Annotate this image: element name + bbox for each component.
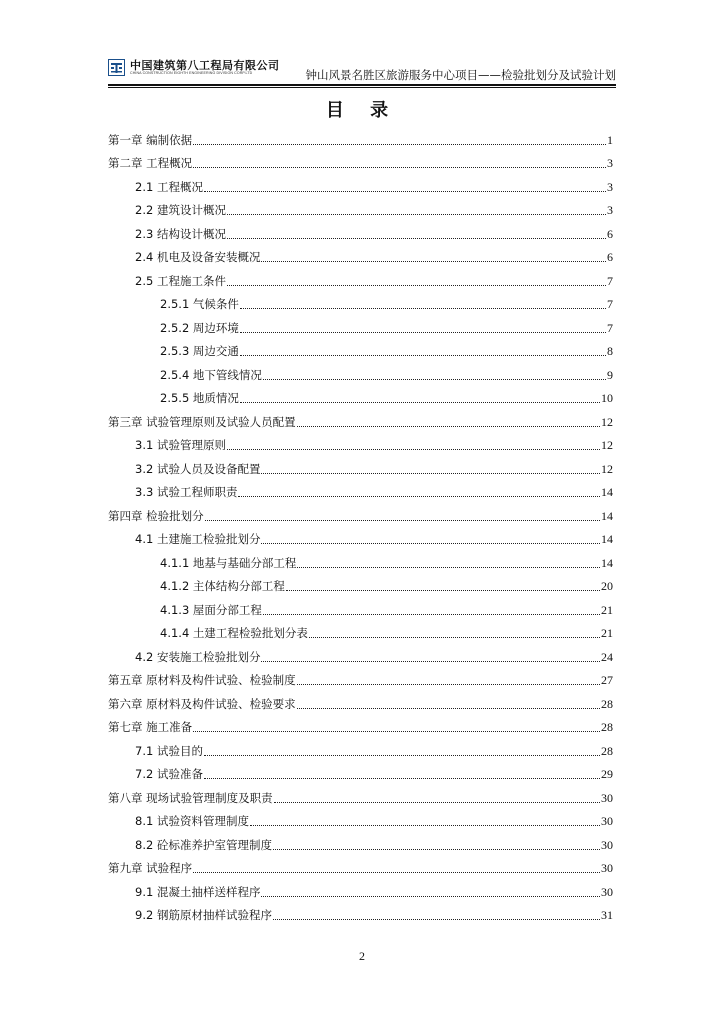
toc-entry-label: 2.2 建筑设计概况	[135, 203, 226, 217]
toc-list	[108, 126, 613, 925]
toc-entry-page: 24	[601, 649, 613, 664]
toc-dot-leader	[297, 683, 600, 685]
toc-entry-page: 28	[601, 696, 613, 711]
toc-entry[interactable]	[108, 761, 613, 785]
toc-dot-leader	[240, 307, 606, 309]
toc-entry[interactable]	[108, 502, 613, 526]
toc-entry-label: 2.3 结构设计概况	[135, 226, 226, 241]
toc-entry[interactable]	[108, 244, 613, 268]
toc-entry[interactable]	[108, 432, 613, 456]
toc-dot-leader	[240, 401, 600, 403]
toc-dot-leader	[261, 260, 606, 262]
toc-dot-leader	[274, 801, 600, 803]
toc-entry-page: 30	[601, 814, 613, 828]
toc-entry-label: 第八章 现场试验管理制度及职责	[108, 790, 273, 805]
toc-dot-leader	[193, 166, 606, 168]
toc-entry-page: 8	[607, 344, 613, 358]
toc-entry[interactable]	[108, 808, 613, 832]
toc-title: 目 录	[325, 100, 399, 121]
toc-entry-label: 3.1 试验管理原则	[135, 438, 226, 452]
toc-entry[interactable]	[108, 573, 613, 597]
toc-entry-page: 28	[601, 743, 613, 758]
toc-entry-page: 12	[601, 461, 613, 476]
toc-dot-leader	[273, 918, 600, 920]
toc-entry-label: 4.1.3 屋面分部工程	[160, 602, 262, 617]
toc-entry-label: 2.5.1 气候条件	[160, 297, 239, 311]
toc-entry-label: 4.1 土建施工检验批划分	[135, 532, 261, 546]
toc-entry-label: 4.1.2 主体结构分部工程	[160, 579, 285, 593]
toc-entry[interactable]	[108, 314, 613, 338]
toc-entry[interactable]	[108, 596, 613, 620]
toc-dot-leader	[193, 730, 600, 732]
toc-entry[interactable]	[108, 643, 613, 667]
toc-entry-page: 20	[601, 579, 613, 593]
toc-entry[interactable]	[108, 197, 613, 221]
toc-entry[interactable]	[108, 361, 613, 385]
toc-dot-leader	[263, 378, 606, 380]
toc-entry-page: 30	[601, 861, 613, 875]
toc-entry[interactable]	[108, 291, 613, 315]
toc-entry[interactable]	[108, 878, 613, 902]
toc-entry-label: 2.5.5 地质情况	[160, 391, 239, 405]
toc-entry-page: 30	[601, 790, 613, 805]
toc-entry-label: 2.5.2 周边环境	[160, 320, 239, 335]
toc-entry-label: 9.1 混凝土抽样送样程序	[135, 884, 261, 899]
header-divider-thick	[108, 84, 616, 86]
toc-entry-label: 第二章 工程概况	[108, 156, 193, 170]
toc-dot-leader	[238, 495, 600, 497]
toc-entry[interactable]	[108, 831, 613, 855]
toc-dot-leader	[297, 566, 600, 568]
toc-dot-leader	[205, 519, 600, 521]
toc-entry-page: 3	[607, 156, 613, 170]
toc-entry-page: 14	[601, 532, 613, 546]
toc-dot-leader	[261, 660, 600, 662]
toc-entry-page: 1	[607, 132, 613, 147]
toc-entry-page: 31	[601, 908, 613, 922]
toc-entry-page: 14	[601, 555, 613, 570]
toc-entry[interactable]	[108, 385, 613, 409]
company-name-en: CHINA CONSTRUCTION EIGHTH ENGINEERING DIVISION CORP.LTD	[130, 71, 253, 75]
toc-entry[interactable]	[108, 690, 613, 714]
toc-entry-page: 21	[601, 626, 613, 640]
toc-entry[interactable]	[108, 408, 613, 432]
toc-entry-label: 第一章 编制依据	[108, 132, 193, 147]
toc-entry[interactable]	[108, 526, 613, 550]
toc-dot-leader	[227, 448, 600, 450]
company-name-cn: 中国建筑第八工程局有限公司	[130, 59, 280, 72]
toc-entry[interactable]	[108, 714, 613, 738]
project-title: 钟山风景名胜区旅游服务中心项目——检验批划分及试验计划	[305, 68, 616, 82]
toc-entry[interactable]	[108, 267, 613, 291]
toc-entry-label: 7.2 试验准备	[135, 767, 203, 781]
toc-entry[interactable]	[108, 737, 613, 761]
toc-dot-leader	[204, 754, 600, 756]
toc-entry[interactable]	[108, 220, 613, 244]
toc-entry-page: 3	[607, 203, 613, 217]
toc-entry-page: 21	[601, 602, 613, 617]
toc-dot-leader	[204, 777, 600, 779]
toc-entry-label: 4.2 安装施工检验批划分	[135, 649, 261, 664]
toc-dot-leader	[297, 425, 600, 427]
toc-entry-page: 30	[601, 884, 613, 899]
toc-entry-label: 第七章 施工准备	[108, 720, 193, 734]
toc-entry-page: 9	[607, 367, 613, 382]
toc-entry-page: 14	[601, 485, 613, 499]
toc-dot-leader	[227, 213, 606, 215]
toc-entry-label: 第六章 原材料及构件试验、检验要求	[108, 696, 296, 711]
toc-entry-label: 3.2 试验人员及设备配置	[135, 461, 261, 476]
toc-entry[interactable]	[108, 479, 613, 503]
toc-entry-label: 4.1.4 土建工程检验批划分表	[160, 626, 308, 640]
toc-dot-leader	[261, 895, 600, 897]
toc-dot-leader	[227, 237, 606, 239]
toc-entry[interactable]	[108, 338, 613, 362]
toc-entry-label: 3.3 试验工程师职责	[135, 485, 238, 499]
toc-dot-leader	[273, 848, 600, 850]
toc-entry-page: 27	[601, 673, 613, 687]
toc-dot-leader	[240, 354, 606, 356]
toc-entry-label: 2.5 工程施工条件	[135, 273, 226, 288]
toc-entry[interactable]	[108, 620, 613, 644]
toc-entry-page: 6	[607, 226, 613, 241]
toc-entry[interactable]	[108, 150, 613, 174]
toc-entry-page: 7	[607, 273, 613, 288]
toc-dot-leader	[261, 542, 600, 544]
toc-entry-page: 3	[607, 179, 613, 194]
toc-entry-label: 第五章 原材料及构件试验、检验制度	[108, 673, 296, 687]
toc-entry-label: 9.2 钢筋原材抽样试验程序	[135, 908, 272, 922]
toc-entry-label: 8.2 砼标准养护室管理制度	[135, 837, 272, 852]
toc-entry-label: 2.4 机电及设备安装概况	[135, 250, 261, 264]
toc-dot-leader	[240, 331, 606, 333]
toc-entry[interactable]	[108, 902, 613, 926]
toc-dot-leader	[286, 589, 600, 591]
page-header	[108, 56, 616, 86]
toc-dot-leader	[261, 472, 600, 474]
toc-entry-label: 2.1 工程概况	[135, 179, 203, 194]
toc-entry-page: 28	[601, 720, 613, 734]
toc-entry[interactable]	[108, 455, 613, 479]
toc-entry-label: 第四章 检验批划分	[108, 508, 204, 523]
toc-dot-leader	[227, 284, 606, 286]
toc-dot-leader	[297, 707, 600, 709]
header-divider-thin	[108, 87, 616, 88]
toc-entry[interactable]	[108, 667, 613, 691]
toc-dot-leader	[193, 143, 606, 145]
toc-dot-leader	[193, 871, 600, 873]
toc-entry-page: 7	[607, 320, 613, 335]
toc-entry[interactable]	[108, 126, 613, 150]
cscec-logo-icon	[108, 59, 125, 76]
toc-entry-page: 29	[601, 767, 613, 781]
toc-entry-label: 7.1 试验目的	[135, 743, 203, 758]
toc-entry[interactable]	[108, 855, 613, 879]
toc-dot-leader	[309, 636, 600, 638]
toc-entry-label: 第九章 试验程序	[108, 861, 193, 875]
toc-entry-page: 6	[607, 250, 613, 264]
toc-entry-label: 4.1.1 地基与基础分部工程	[160, 555, 297, 570]
toc-entry-label: 2.5.3 周边交通	[160, 344, 239, 358]
toc-entry-page: 10	[601, 391, 613, 405]
toc-entry-page: 12	[601, 438, 613, 452]
toc-entry-label: 2.5.4 地下管线情况	[160, 367, 262, 382]
toc-entry-page: 12	[601, 414, 613, 429]
toc-entry-label: 8.1 试验资料管理制度	[135, 814, 249, 828]
page-number: 2	[359, 949, 365, 963]
toc-dot-leader	[204, 190, 606, 192]
toc-entry[interactable]	[108, 784, 613, 808]
toc-entry-page: 7	[607, 297, 613, 311]
toc-dot-leader	[250, 824, 600, 826]
toc-entry-page: 30	[601, 837, 613, 852]
toc-entry[interactable]	[108, 549, 613, 573]
toc-dot-leader	[263, 613, 600, 615]
toc-entry-label: 第三章 试验管理原则及试验人员配置	[108, 414, 296, 429]
toc-entry-page: 14	[601, 508, 613, 523]
toc-entry[interactable]	[108, 173, 613, 197]
